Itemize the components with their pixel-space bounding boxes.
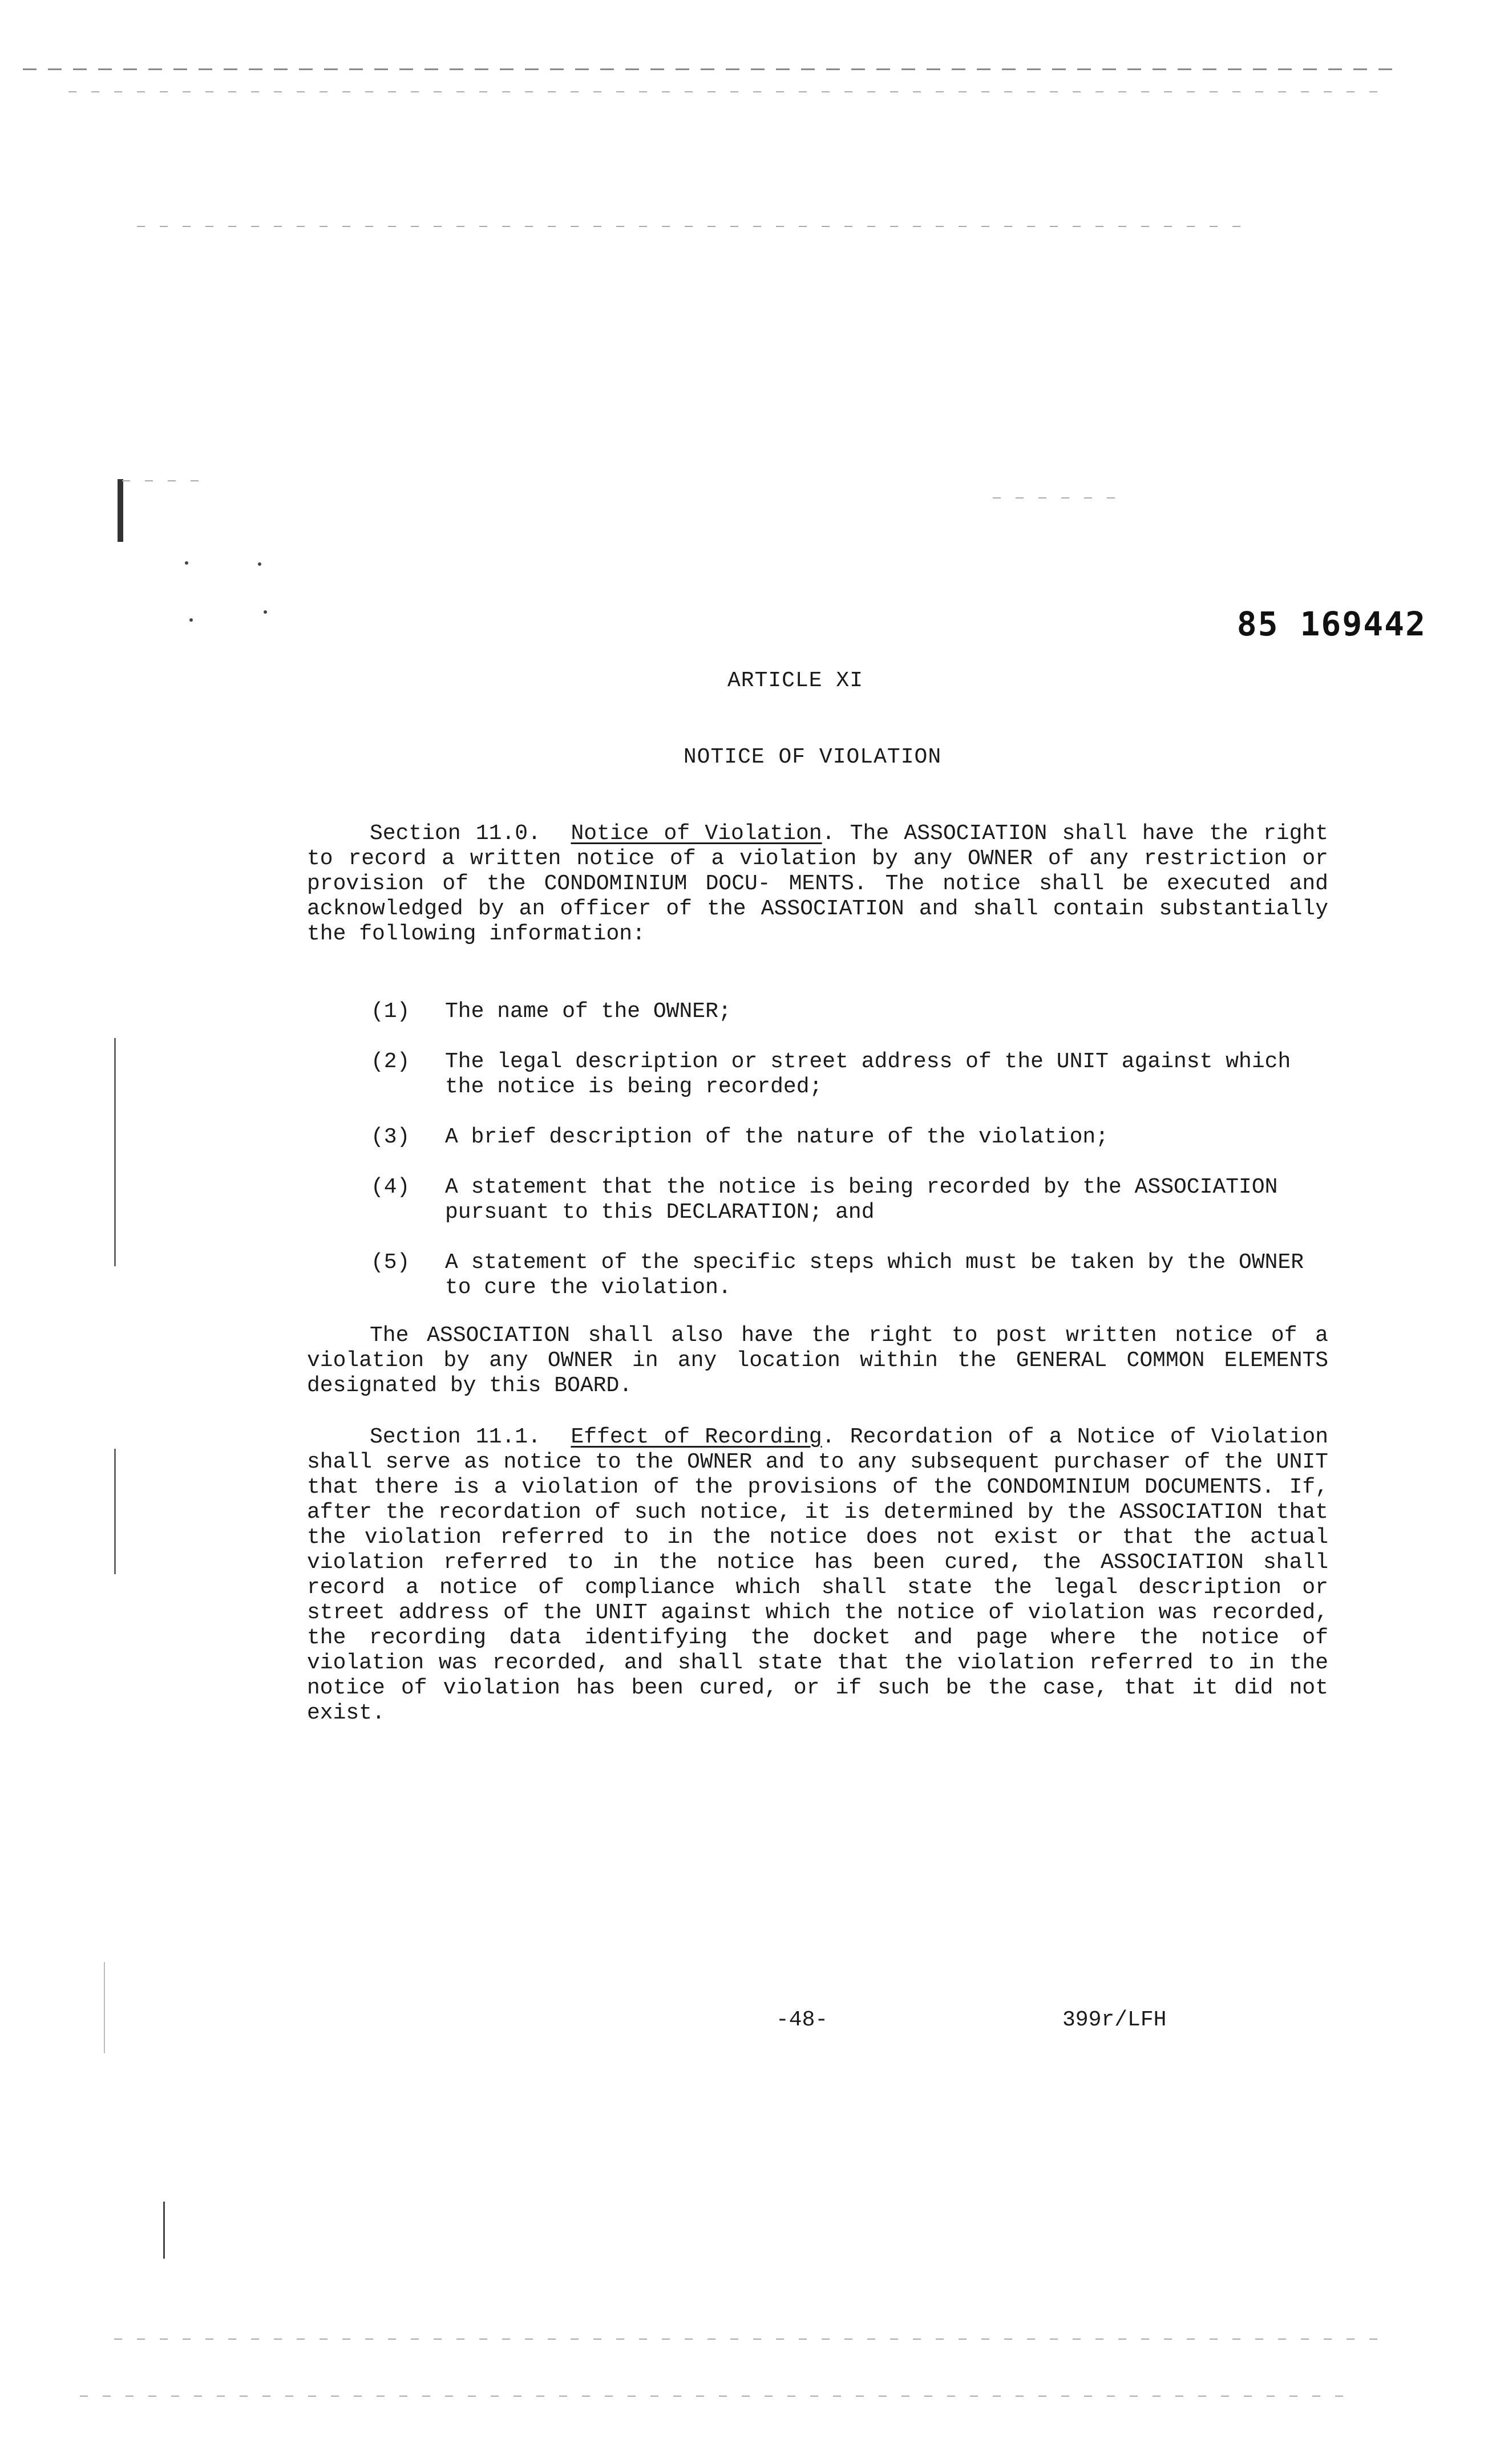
list-item <box>371 1049 1329 1100</box>
scan-artifact-dot <box>258 562 261 566</box>
list-item-number: (4) <box>371 1175 410 1199</box>
scan-artifact-left-mark <box>118 479 123 542</box>
list-item <box>371 999 1329 1024</box>
section-11-0-label: Section 11.0. <box>370 821 541 846</box>
list-item-text: A brief description of the nature of the violation; <box>445 1125 1109 1149</box>
list-item-number: (5) <box>371 1250 410 1275</box>
scan-artifact-bottom-left-bar <box>163 2202 165 2259</box>
scan-artifact-left-mark-tick <box>122 480 202 481</box>
violation-info-list <box>371 999 1329 1326</box>
section-11-1-text: . Recordation of a Notice of Violation shall serve as notice to the OWNER and to any subsequent purchaser of the UNIT that there is a violation of the provisions of the CONDOMINIUM DOCUMENTS. If, after the recordation of such notice, it is determined by the ASSOCIATION that the violation referred to in the notice does not exist or that the actual violation referred to in the notice has been cured, the ASSOCIATION shall record a notice of compliance which shall state the legal description or street address of the UNIT against which the notice of violation was recorded, the recording data identifying the docket and page where the notice of violation was recorded, and shall state that the violation referred to in the notice of violation has been cured, or if such be the case, that it did not exist. <box>307 1425 1328 1725</box>
section-11-1-label: Section 11.1. <box>370 1425 541 1449</box>
post-notice-paragraph-block <box>307 1323 1328 1399</box>
section-11-0-text: . The ASSOCIATION shall have the right to record a written notice of a violation by any OWNER of any restriction or provision of the CONDOMINIUM DOCU- MENTS. The notice shall be executed and acknowledged by an officer of the ASSOCIATION and shall contain substantially the following information: <box>307 821 1328 946</box>
article-heading: ARTICLE XI <box>727 668 864 693</box>
page-number: -48- <box>776 2008 828 2032</box>
scan-artifact-dot <box>264 610 267 614</box>
section-11-1-paragraph <box>307 1425 1328 1726</box>
scan-artifact-bottom-line <box>114 2339 1392 2340</box>
section-11-1-heading: Effect of Recording <box>571 1425 822 1449</box>
article-title: NOTICE OF VIOLATION <box>683 745 942 769</box>
section-11-0 <box>307 821 1328 947</box>
list-item-text: The name of the OWNER; <box>445 999 731 1024</box>
list-item <box>371 1125 1329 1150</box>
scan-artifact-left-bar <box>114 1038 116 1266</box>
list-item-text: The legal description or street address of the UNIT against which the notice is being recorded; <box>445 1049 1291 1099</box>
scan-artifact-dot <box>185 561 188 565</box>
list-item <box>371 1175 1329 1225</box>
scan-artifact-mid-line <box>993 497 1124 499</box>
document-number: 85 169442 <box>1236 605 1426 643</box>
list-item-text: A statement that the notice is being recorded by the ASSOCIATION pursuant to this DECLARATION; and <box>445 1175 1278 1225</box>
scan-artifact-upper-line <box>137 226 1255 227</box>
scan-artifact-left-bar <box>114 1449 116 1574</box>
section-11-0-paragraph <box>307 821 1328 947</box>
scan-artifact-top-line <box>23 68 1392 70</box>
list-item-number: (3) <box>371 1125 410 1149</box>
scan-artifact-dot <box>189 618 193 622</box>
list-item-text: A statement of the specific steps which must be taken by the OWNER to cure the violation. <box>445 1250 1304 1300</box>
section-11-0-heading: Notice of Violation <box>571 821 822 846</box>
scan-artifact-top-line-2 <box>68 91 1381 92</box>
post-notice-paragraph: The ASSOCIATION shall also have the right to post written notice of a violation by any OWNER in any location within the GENERAL COMMON ELEMENTS designated by this BOARD. <box>307 1323 1328 1398</box>
list-item <box>371 1250 1329 1300</box>
document-reference: 399r/LFH <box>1062 2008 1167 2032</box>
list-item-number: (2) <box>371 1049 410 1074</box>
section-11-1 <box>307 1425 1328 1726</box>
scan-artifact-left-bar-faint <box>104 1962 105 2053</box>
list-item-number: (1) <box>371 999 410 1024</box>
scan-artifact-bottom-line-2 <box>80 2396 1358 2397</box>
